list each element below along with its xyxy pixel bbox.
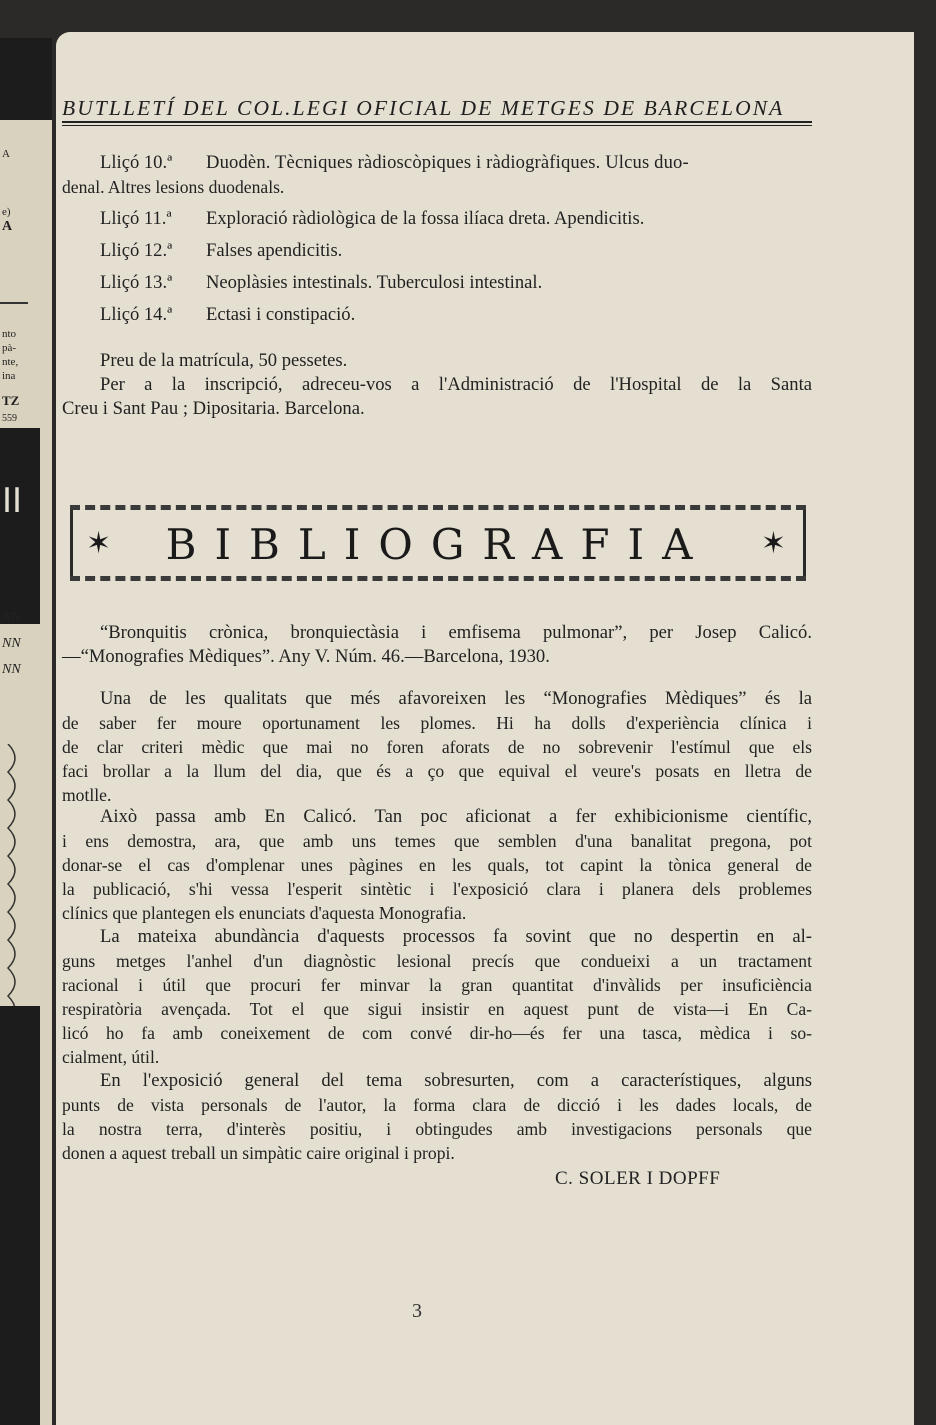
left-fragment: A <box>2 219 13 234</box>
left-fragment: NN <box>2 636 21 651</box>
header-rule-thin <box>62 125 812 126</box>
body-line: racional i útil que procuri fer minvar la gran quantitat d'invàlids per insuficiència <box>62 975 812 995</box>
lesson-item <box>100 272 542 294</box>
left-fragment: 559 <box>2 413 17 424</box>
left-fragment: NN <box>2 610 21 625</box>
body-line: guns metges l'anhel d'un diagnòstic lesional precís que condueixi a un tractament <box>62 951 812 971</box>
left-fragment: TZ <box>2 393 20 408</box>
fee-line: Per a la inscripció, adreceu-vos a l'Administració de l'Hospital de la Santa <box>100 374 812 395</box>
lesson-number: Lliçó 10.ª <box>100 152 173 173</box>
lesson-item <box>100 152 689 174</box>
lesson-text: Falses apendicitis. <box>206 240 343 261</box>
fee-line: Preu de la matrícula, 50 pessetes. <box>100 350 348 371</box>
fee-line: Creu i Sant Pau ; Dipositaria. Barcelona. <box>62 398 365 419</box>
lesson-number: Lliçó 14.ª <box>100 304 173 325</box>
lesson-item <box>100 240 342 262</box>
left-fragment: NN <box>2 662 21 677</box>
lesson-number: Lliçó 12.ª <box>100 240 173 261</box>
lesson-text: Duodèn. Tècniques ràdioscòpiques i ràdiogràfiques. Ulcus duo- <box>206 152 689 173</box>
body-line: clínics que plantegen els enunciats d'aquesta Monografia. <box>62 903 467 923</box>
left-fragment: II <box>2 481 23 521</box>
body-line: donen a aquest treball un simpàtic caire original i propi. <box>62 1143 455 1163</box>
ornament-border <box>4 744 26 1034</box>
body-line: La mateixa abundància d'aquests processos fa sovint que no despertin en al- <box>100 926 812 947</box>
adjacent-page-edge <box>0 38 52 1425</box>
lesson-text-continued: denal. Altres lesions duodenals. <box>62 177 285 197</box>
left-fragment: A <box>2 148 10 160</box>
body-line: faci brollar a la llum del dia, que és a ço que equival el veure's posats en lletra de <box>62 761 812 781</box>
body-line: Això passa amb En Calicó. Tan poc aficionat a fer exhibicionisme científic, <box>100 806 812 827</box>
section-heading-box <box>70 505 806 581</box>
lesson-item <box>100 208 644 230</box>
citation-line: “Bronquitis crònica, bronquiectàsia i emfisema pulmonar”, per Josep Calicó. <box>100 622 812 643</box>
body-line: la publicació, s'hi vessa l'esperit sintètic i l'exposició clara i planera dels problemes <box>62 879 812 899</box>
dark-band <box>0 38 52 120</box>
body-line: de clar criteri mèdic que mai no foren aforats de no sobrevenir l'estímul que els <box>62 737 812 757</box>
left-fragment: nto <box>2 328 17 340</box>
body-line: i ens demostra, ara, que amb uns temes que semblen d'una banalitat pregona, pot <box>62 831 812 851</box>
left-fragment: e) <box>2 206 11 218</box>
section-title: BIBLIOGRAFIA <box>165 520 711 569</box>
dark-block-bottom <box>0 1006 40 1425</box>
body-line: donar-se el cas d'omplenar unes pàgines en les quals, tot capint la tònica general de <box>62 855 812 875</box>
citation-line: —“Monografies Mèdiques”. Any V. Núm. 46.—Barcelona, 1930. <box>62 646 550 667</box>
body-line: de saber fer moure oportunament les plomes. Hi ha dolls d'experiència clínica i <box>62 713 812 733</box>
star-icon: ✶ <box>760 526 786 561</box>
left-fragment: ina <box>2 370 16 382</box>
lesson-number: Lliçó 13.ª <box>100 272 173 293</box>
left-fragment: pà- <box>2 342 17 354</box>
body-line: En l'exposició general del tema sobresurten, com a característiques, alguns <box>100 1070 812 1091</box>
body-line: motlle. <box>62 785 112 805</box>
body-line: respiratòria avençada. Tot el que sigui insistir en aquest punt de vista—i En Ca- <box>62 999 812 1019</box>
lesson-number: Lliçó 11.ª <box>100 208 172 229</box>
star-icon: ✶ <box>86 526 112 561</box>
lesson-text: Exploració ràdiològica de la fossa ilíaca dreta. Apendicitis. <box>206 208 645 229</box>
divider <box>0 302 28 304</box>
lesson-text: Neoplàsies intestinals. Tuberculosi intestinal. <box>206 272 543 293</box>
author-signature: C. SOLER I DOPFF <box>555 1168 721 1189</box>
left-fragment: nte, <box>2 356 19 368</box>
body-line: Una de les qualitats que més afavoreixen les “Monografies Mèdiques” és la <box>100 688 812 709</box>
page-number: 3 <box>412 1300 422 1322</box>
header-rule <box>62 121 812 123</box>
body-line: punts de vista personals de l'autor, la forma clara de dicció i les dades locals, de <box>62 1095 812 1115</box>
lesson-item <box>100 304 355 326</box>
body-line: la nostra terra, d'interès positiu, i obtingudes amb investigacions personals que <box>62 1119 812 1139</box>
body-line: cialment, útil. <box>62 1047 160 1067</box>
body-line: licó ho fa amb coneixement de com convé dir-ho—és fer una tasca, mèdica i so- <box>62 1023 812 1043</box>
dark-block <box>0 428 40 624</box>
page-header: BUTLLETÍ DEL COL.LEGI OFICIAL DE METGES DE BARCELONA <box>62 96 785 120</box>
lesson-text: Ectasi i constipació. <box>206 304 356 325</box>
